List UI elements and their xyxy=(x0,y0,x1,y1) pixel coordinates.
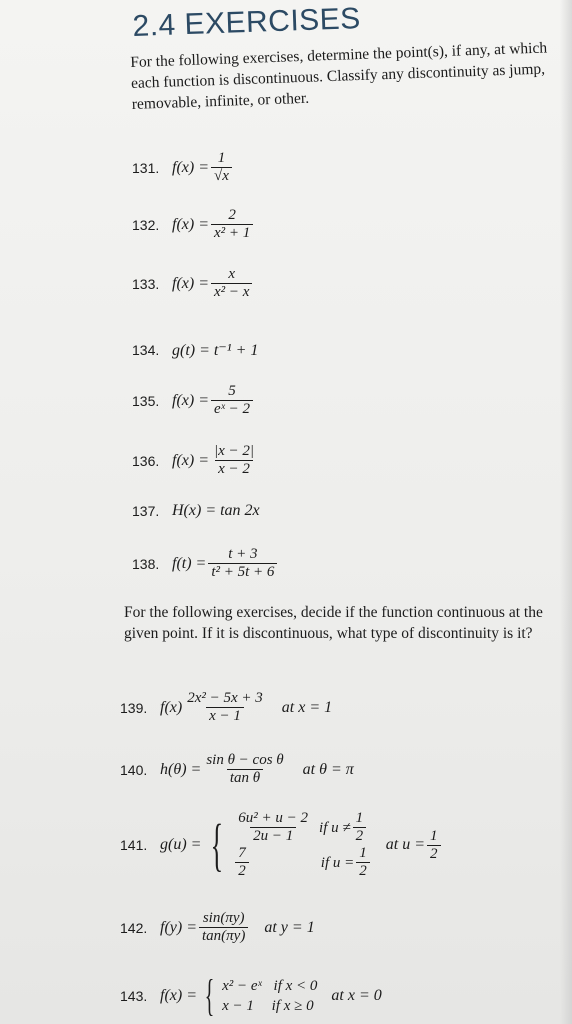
exercise-136 xyxy=(132,443,259,478)
numerator: x xyxy=(228,266,236,282)
exercise-number: 143. xyxy=(120,988,148,1004)
evaluation-point: at y = 1 xyxy=(264,918,315,936)
denominator: t² + 5t + 6 xyxy=(208,563,277,581)
exercise-number: 138. xyxy=(132,555,160,572)
fraction xyxy=(353,810,367,845)
evaluation-point: at x = 1 xyxy=(281,698,333,716)
fraction xyxy=(211,207,253,242)
exercise-number: 141. xyxy=(120,837,148,853)
exercise-139 xyxy=(120,690,332,725)
case-1 xyxy=(233,810,371,845)
function-lhs: h(θ) = xyxy=(160,760,202,778)
denominator: x² + 1 xyxy=(211,224,253,242)
exercise-number: 133. xyxy=(132,275,160,292)
exercise-138 xyxy=(132,546,279,581)
fraction xyxy=(211,150,232,185)
numerator: 7 xyxy=(238,845,246,861)
denominator: 2u − 1 xyxy=(250,827,296,845)
numerator: 1 xyxy=(359,845,367,861)
case-expression: x² − eˣ xyxy=(222,978,262,994)
denominator: x − 1 xyxy=(206,707,244,725)
function-lhs: f(x) = xyxy=(172,451,209,469)
exercise-143 xyxy=(120,971,382,1020)
instructions-paragraph-2: For the following exercises, decide if the function continuous at the given point. If it is discontinuous, what type of discontinuity is it? xyxy=(124,604,543,642)
instructions-paragraph-1: For the following exercises, determine the point(s), if any, at which each function is discontinuous. Classify any discontinuity as jump, removable, infinite, or other. xyxy=(130,39,548,113)
exercise-142 xyxy=(120,910,315,945)
fraction xyxy=(235,845,249,880)
case-2 xyxy=(233,845,371,880)
piecewise-brace: { xyxy=(204,971,215,1020)
condition: if u = xyxy=(320,854,355,871)
denominator: 2 xyxy=(235,862,249,880)
evaluation-point: at x = 0 xyxy=(331,987,382,1004)
function-lhs: f(x) = xyxy=(160,987,197,1004)
function-lhs: f(x) = xyxy=(172,391,209,409)
condition: if x < 0 xyxy=(273,978,318,994)
exercise-141 xyxy=(120,810,443,880)
numerator: 1 xyxy=(217,150,226,166)
denominator: 2 xyxy=(353,827,367,845)
fraction xyxy=(184,690,266,725)
function-lhs: g(u) = xyxy=(160,836,202,853)
exercise-133 xyxy=(132,266,254,301)
numerator: sin θ − cos θ xyxy=(206,752,284,768)
exercise-number: 140. xyxy=(120,761,148,778)
denominator: 2 xyxy=(427,845,441,863)
fraction xyxy=(211,266,252,301)
evaluation-point: at u = xyxy=(385,836,426,853)
case-1 xyxy=(222,976,317,996)
fraction xyxy=(427,828,441,863)
function-lhs: f(t) = xyxy=(172,554,207,572)
denominator: tan(πy) xyxy=(199,927,248,945)
numerator: 1 xyxy=(355,810,364,826)
exercise-number: 131. xyxy=(132,159,160,176)
piecewise-cases xyxy=(222,976,317,1016)
numerator: sin(πy) xyxy=(202,910,245,926)
denominator: eˣ − 2 xyxy=(211,400,253,418)
numerator: t + 3 xyxy=(228,546,258,562)
exercise-140 xyxy=(120,752,354,787)
exercise-132 xyxy=(132,207,255,242)
numerator: 2 xyxy=(228,207,236,223)
fraction xyxy=(211,383,253,418)
numerator: 1 xyxy=(430,827,438,844)
denominator: x² − x xyxy=(211,283,252,301)
fraction xyxy=(211,443,257,478)
denominator: x − 2 xyxy=(215,460,253,478)
condition: if u ≠ xyxy=(319,819,351,836)
case-expression: x − 1 xyxy=(222,998,254,1014)
fraction xyxy=(356,845,370,880)
function-lhs: f(x) = xyxy=(172,274,209,292)
exercise-number: 139. xyxy=(120,699,148,716)
numerator: 2x² − 5x + 3 xyxy=(187,690,263,706)
page-edge-shadow xyxy=(560,0,572,1024)
piecewise-brace: { xyxy=(211,812,224,877)
denominator: 2 xyxy=(356,862,370,880)
exercise-number: 142. xyxy=(120,919,148,936)
function-expression: H(x) = tan 2x xyxy=(172,502,260,519)
function-lhs: f(y) = xyxy=(160,918,197,936)
exercise-number: 134. xyxy=(132,342,160,358)
exercise-number: 137. xyxy=(132,503,160,519)
numerator: 5 xyxy=(228,383,236,399)
numerator: 6u² + u − 2 xyxy=(238,810,309,826)
denominator: √x xyxy=(211,167,232,185)
numerator: |x − 2| xyxy=(214,443,255,459)
section-title: 2.4 EXERCISES xyxy=(132,2,362,43)
exercise-number: 132. xyxy=(132,216,160,233)
exercise-number: 135. xyxy=(132,392,160,409)
denominator: tan θ xyxy=(227,769,263,787)
case-2 xyxy=(222,996,317,1016)
function-lhs: f(x) xyxy=(160,698,183,716)
function-lhs: f(x) = xyxy=(172,158,209,176)
exercise-134 xyxy=(132,340,258,360)
function-lhs: f(x) = xyxy=(172,215,209,233)
fraction xyxy=(208,546,277,581)
fraction xyxy=(235,810,311,845)
exercise-131 xyxy=(132,150,234,185)
piecewise-cases xyxy=(233,810,371,880)
exercise-number: 136. xyxy=(132,452,160,469)
fraction xyxy=(203,752,286,787)
exercise-135 xyxy=(132,383,255,418)
condition: if x ≥ 0 xyxy=(271,998,314,1014)
exercise-137 xyxy=(132,502,260,520)
fraction xyxy=(199,910,248,945)
evaluation-point: at θ = π xyxy=(302,760,354,778)
function-expression: g(t) = t⁻¹ + 1 xyxy=(172,342,259,359)
